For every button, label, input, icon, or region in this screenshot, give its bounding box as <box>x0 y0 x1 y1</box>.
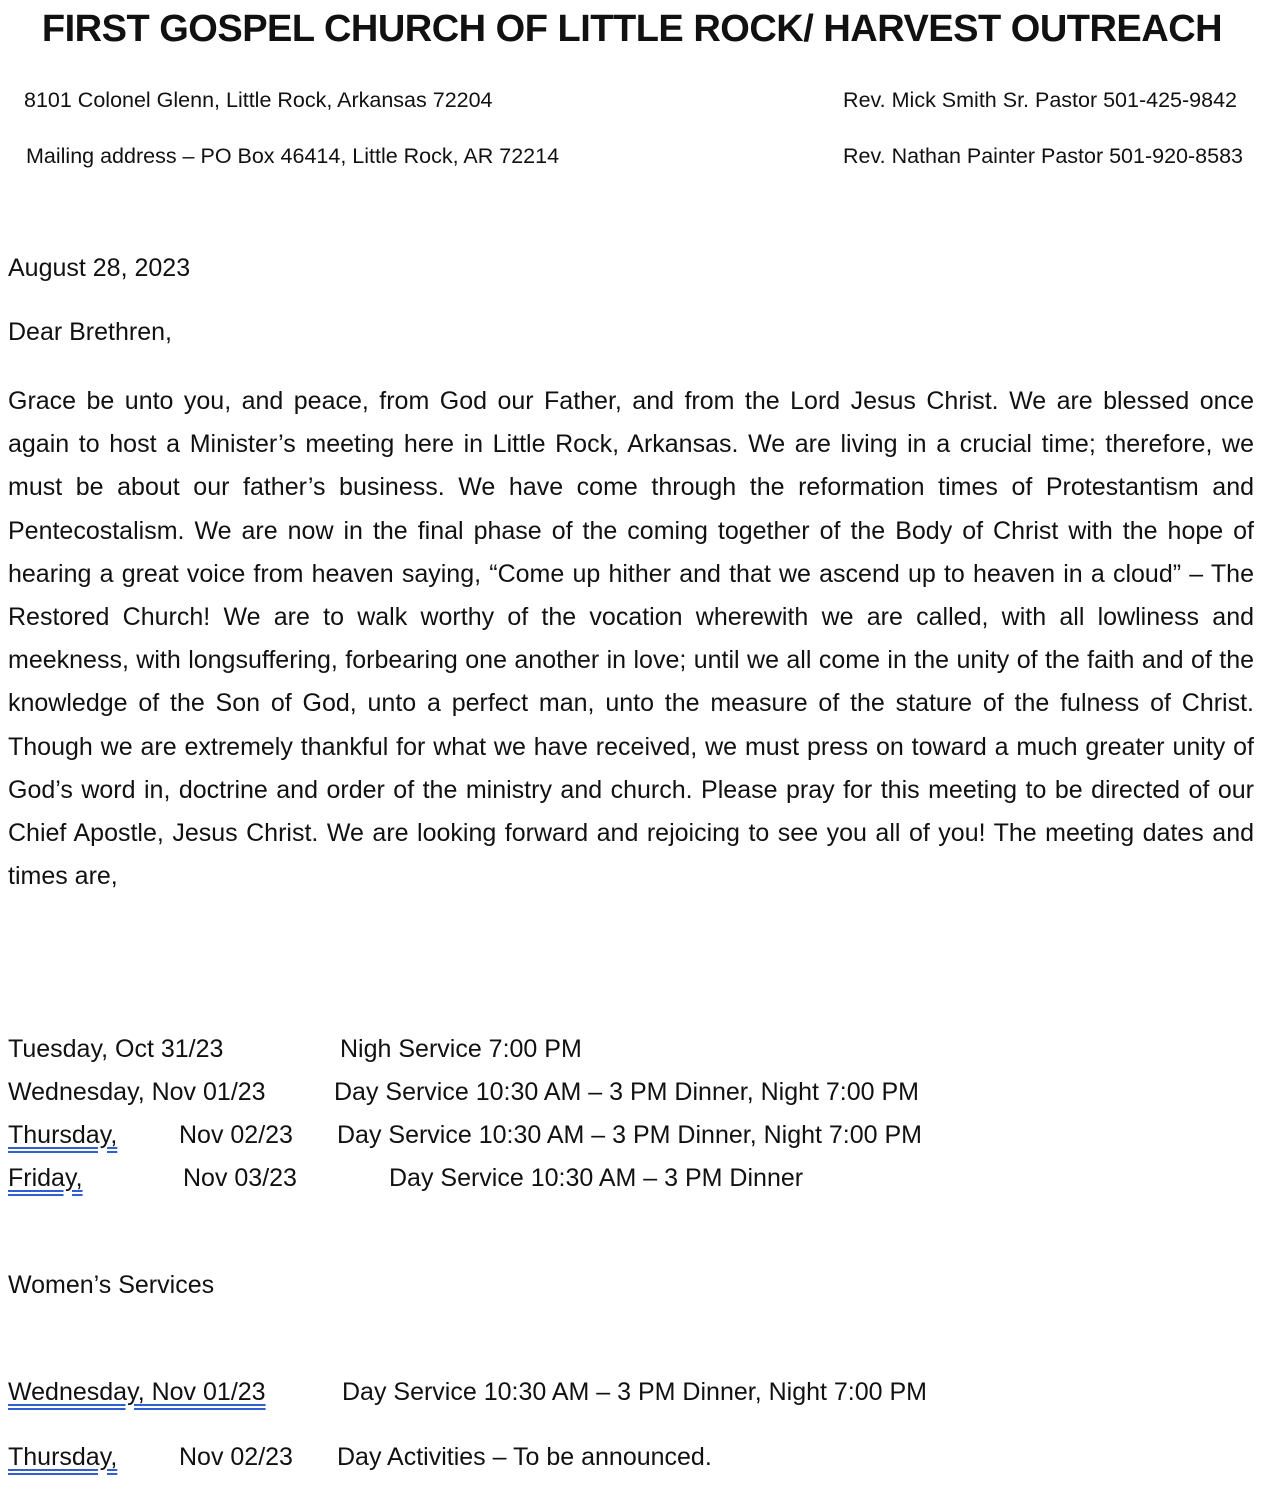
senior-pastor-contact: Rev. Mick Smith Sr. Pastor 501-425-9842 <box>843 88 1237 112</box>
letterhead-title: FIRST GOSPEL CHURCH OF LITTLE ROCK/ HARVEST OUTREACH <box>41 8 1223 50</box>
schedule-details: Day Service 10:30 AM – 3 PM Dinner <box>389 1164 804 1192</box>
schedule-date: Nov 03/23 <box>183 1164 297 1192</box>
schedule-day: Wednesday, Nov 01/23 <box>8 1078 266 1106</box>
schedule-details: Day Service 10:30 AM – 3 PM Dinner, Night 7:00 PM <box>342 1378 927 1406</box>
mailing-address: Mailing address – PO Box 46414, Little Rock, AR 72214 <box>26 144 560 168</box>
schedule-details: Day Service 10:30 AM – 3 PM Dinner, Night 7:00 PM <box>334 1078 919 1106</box>
salutation: Dear Brethren, <box>8 318 172 346</box>
schedule-date: Nov 02/23 <box>179 1443 293 1471</box>
schedule-details: Nigh Service 7:00 PM <box>340 1035 582 1063</box>
schedule-day: Thursday, <box>8 1121 118 1149</box>
schedule-date: Nov 02/23 <box>179 1121 293 1149</box>
womens-services-heading: Women’s Services <box>8 1271 215 1299</box>
schedule-day: Friday, <box>8 1164 83 1192</box>
pastor-contact: Rev. Nathan Painter Pastor 501-920-8583 <box>843 144 1243 168</box>
schedule-day: Tuesday, Oct 31/23 <box>8 1035 224 1063</box>
letter-date: August 28, 2023 <box>8 254 191 282</box>
letter-body: Grace be unto you, and peace, from God our Father, and from the Lord Jesus Christ. We are blessed once again to host a Minister’s meeting here in Little Rock, Arkansas. We are living in a crucial time; therefore, we must be about our father’s business. We have come through the reformation times of Protestantism and Pentecostalism. We are now in the final phase of the coming together of the Body of Christ with the hope of hearing a great voice from heaven saying, “Come up hither and that we ascend up to heaven in a cloud” – The Restored Church! We are to walk worthy of the vocation wherewith we are called, with all lowliness and meekness, with longsuffering, forbearing one another in love; until we all come in the unity of the faith and of the knowledge of the Son of God, unto a perfect man, unto the measure of the stature of the fulness of Christ. Though we are extremely thankful for what we have received, we must press on toward a much greater unity of God’s word in, doctrine and order of the ministry and church. Please pray for this meeting to be directed of our Chief Apostle, Jesus Christ. We are looking forward and rejoicing to see you all of you! The meeting dates and times are, <box>8 387 1254 891</box>
church-address: 8101 Colonel Glenn, Little Rock, Arkansas 72204 <box>24 88 493 112</box>
schedule-day: Thursday, <box>8 1443 118 1471</box>
schedule-details: Day Activities – To be announced. <box>337 1443 712 1471</box>
schedule-day: Wednesday, Nov 01/23 <box>8 1378 266 1406</box>
schedule-details: Day Service 10:30 AM – 3 PM Dinner, Night 7:00 PM <box>337 1121 922 1149</box>
